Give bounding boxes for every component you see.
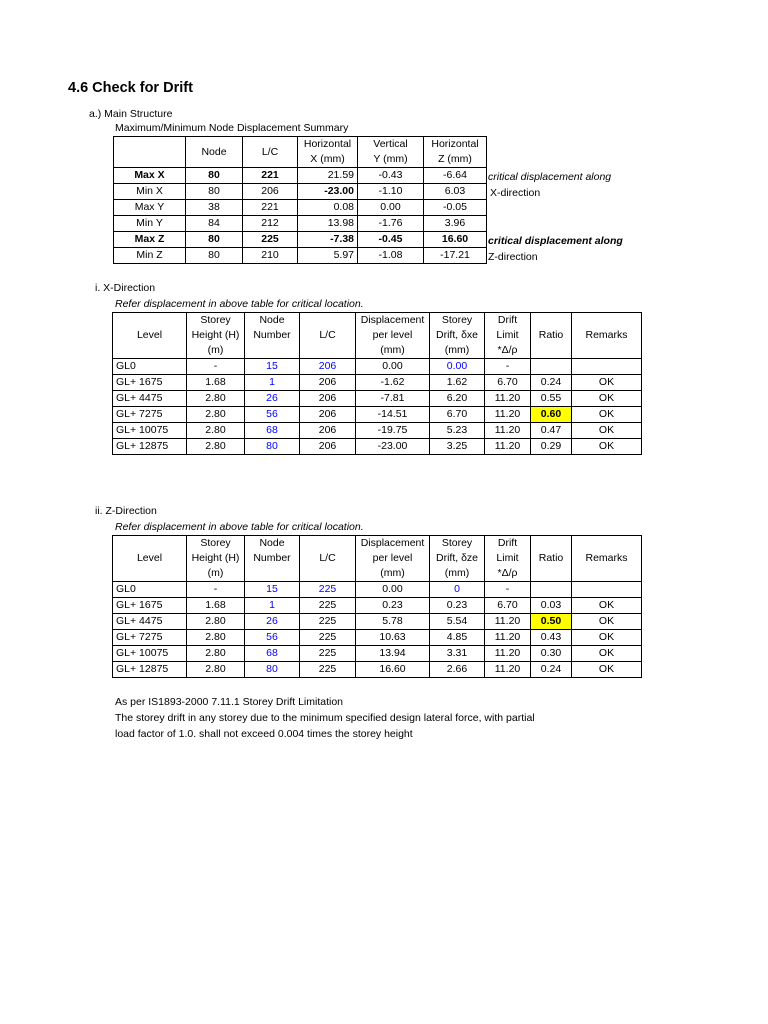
remarks-cell: OK	[572, 439, 642, 455]
disp-cell: -19.75	[356, 423, 430, 439]
x-direction-note: Refer displacement in above table for critical location.	[115, 298, 364, 310]
row-label: Min Y	[114, 216, 186, 232]
drift-cell: 2.66	[430, 662, 485, 678]
remarks-cell: OK	[572, 630, 642, 646]
remarks-cell: OK	[572, 598, 642, 614]
x-header-drift-limit-3: *Δ/ρ	[485, 343, 531, 359]
node-cell: 80	[186, 248, 243, 264]
z-header-storey-height-2: Height (H)	[187, 551, 245, 566]
table-row	[113, 630, 642, 646]
lc-cell: 210	[243, 248, 298, 264]
z-header-storey-drift: Storey	[430, 536, 485, 552]
disp-cell: -7.81	[356, 391, 430, 407]
limit-cell: 11.20	[485, 391, 531, 407]
z-cell: 16.60	[424, 232, 487, 248]
disp-cell: 0.23	[356, 598, 430, 614]
node-cell: 15	[245, 582, 300, 598]
limit-cell: -	[485, 359, 531, 375]
summary-header-z-unit: Z (mm)	[424, 152, 487, 168]
note-x-direction: X-direction	[490, 187, 541, 199]
z-header-level: Level	[113, 536, 187, 582]
lc-cell: 212	[243, 216, 298, 232]
remarks-cell	[572, 582, 642, 598]
table-row	[114, 248, 487, 264]
x-header-storey-height-3: (m)	[187, 343, 245, 359]
z-cell: -0.05	[424, 200, 487, 216]
drift-cell: 3.25	[430, 439, 485, 455]
drift-cell: 5.54	[430, 614, 485, 630]
height-cell: 2.80	[187, 662, 245, 678]
table-row	[114, 184, 487, 200]
limit-cell: 11.20	[485, 630, 531, 646]
row-label: Min Z	[114, 248, 186, 264]
limit-cell: 6.70	[485, 598, 531, 614]
lc-cell: 206	[300, 423, 356, 439]
remarks-cell	[572, 359, 642, 375]
limit-cell: 6.70	[485, 375, 531, 391]
y-cell: -0.45	[358, 232, 424, 248]
height-cell: 1.68	[187, 375, 245, 391]
summary-header-z-top: Horizontal	[424, 137, 487, 153]
y-cell: -1.10	[358, 184, 424, 200]
limit-cell: -	[485, 582, 531, 598]
table-row	[113, 662, 642, 678]
node-cell: 1	[245, 598, 300, 614]
z-header-lc: L/C	[300, 536, 356, 582]
lc-cell: 221	[243, 200, 298, 216]
z-header-ratio: Ratio	[531, 536, 572, 582]
x-header-storey-drift-3: (mm)	[430, 343, 485, 359]
height-cell: 2.80	[187, 630, 245, 646]
z-header-node-3	[245, 566, 300, 582]
z-header-displacement-3: (mm)	[356, 566, 430, 582]
summary-header-y-top: Vertical	[358, 137, 424, 153]
level-cell: GL+ 12875	[113, 439, 187, 455]
z-direction-note: Refer displacement in above table for critical location.	[115, 521, 364, 533]
table-row	[113, 359, 642, 375]
limit-cell: 11.20	[485, 614, 531, 630]
x-direction-table	[112, 312, 642, 455]
z-header-storey-drift-2: Drift, δze	[430, 551, 485, 566]
remarks-cell: OK	[572, 391, 642, 407]
page-title: 4.6 Check for Drift	[68, 80, 193, 96]
drift-cell: 0.00	[430, 359, 485, 375]
code-reference: As per IS1893-2000 7.11.1 Storey Drift Limitation	[115, 696, 344, 708]
limit-cell: 11.20	[485, 423, 531, 439]
x-cell: 5.97	[298, 248, 358, 264]
table-row	[113, 598, 642, 614]
z-header-node-2: Number	[245, 551, 300, 566]
y-cell: -0.43	[358, 168, 424, 184]
drift-cell: 6.70	[430, 407, 485, 423]
x-header-storey-drift-2: Drift, δxe	[430, 328, 485, 343]
row-label: Max Y	[114, 200, 186, 216]
disp-cell: -23.00	[356, 439, 430, 455]
ratio-cell: 0.55	[531, 391, 572, 407]
remarks-cell: OK	[572, 423, 642, 439]
level-cell: GL+ 4475	[113, 391, 187, 407]
z-header-drift-limit-3: *Δ/ρ	[485, 566, 531, 582]
note-critical-z: critical displacement along	[488, 235, 623, 247]
summary-corner-cell	[114, 137, 186, 168]
level-cell: GL+ 4475	[113, 614, 187, 630]
summary-header-x-unit: X (mm)	[298, 152, 358, 168]
drift-cell: 3.31	[430, 646, 485, 662]
table-row	[113, 439, 642, 455]
node-cell: 80	[245, 439, 300, 455]
height-cell: 2.80	[187, 391, 245, 407]
level-cell: GL0	[113, 582, 187, 598]
z-header-storey-height: Storey	[187, 536, 245, 552]
height-cell: -	[187, 582, 245, 598]
level-cell: GL0	[113, 359, 187, 375]
row-label: Max Z	[114, 232, 186, 248]
z-header-displacement: Displacement	[356, 536, 430, 552]
node-cell: 56	[245, 630, 300, 646]
z-header-drift-limit: Drift	[485, 536, 531, 552]
ratio-cell: 0.29	[531, 439, 572, 455]
remarks-cell: OK	[572, 646, 642, 662]
x-header-ratio: Ratio	[531, 313, 572, 359]
x-header-displacement-2: per level	[356, 328, 430, 343]
level-cell: GL+ 1675	[113, 598, 187, 614]
x-cell: 13.98	[298, 216, 358, 232]
x-header-displacement-3: (mm)	[356, 343, 430, 359]
table-row	[113, 375, 642, 391]
y-cell: 0.00	[358, 200, 424, 216]
node-cell: 26	[245, 391, 300, 407]
z-cell: 6.03	[424, 184, 487, 200]
height-cell: -	[187, 359, 245, 375]
remarks-cell: OK	[572, 614, 642, 630]
node-cell: 84	[186, 216, 243, 232]
height-cell: 2.80	[187, 423, 245, 439]
x-header-drift-limit: Drift	[485, 313, 531, 329]
summary-header-x-top: Horizontal	[298, 137, 358, 153]
table-row	[113, 646, 642, 662]
y-cell: -1.08	[358, 248, 424, 264]
remarks-cell: OK	[572, 662, 642, 678]
ratio-cell: 0.30	[531, 646, 572, 662]
table-row	[113, 582, 642, 598]
disp-cell: 13.94	[356, 646, 430, 662]
row-label: Max X	[114, 168, 186, 184]
table-row	[114, 232, 487, 248]
z-header-displacement-2: per level	[356, 551, 430, 566]
ratio-cell: 0.24	[531, 375, 572, 391]
x-cell: -23.00	[298, 184, 358, 200]
table-row	[113, 407, 642, 423]
disp-cell: 0.00	[356, 582, 430, 598]
z-header-node: Node	[245, 536, 300, 552]
x-cell: 21.59	[298, 168, 358, 184]
table-row	[113, 614, 642, 630]
height-cell: 2.80	[187, 407, 245, 423]
lc-cell: 206	[300, 407, 356, 423]
lc-cell: 225	[300, 646, 356, 662]
level-cell: GL+ 12875	[113, 662, 187, 678]
x-header-node-2: Number	[245, 328, 300, 343]
x-header-displacement: Displacement	[356, 313, 430, 329]
node-cell: 80	[186, 168, 243, 184]
remarks-cell: OK	[572, 375, 642, 391]
table-row	[114, 168, 487, 184]
lc-cell: 221	[243, 168, 298, 184]
z-cell: -6.64	[424, 168, 487, 184]
summary-header-node: Node	[186, 137, 243, 168]
remarks-cell: OK	[572, 407, 642, 423]
x-header-lc: L/C	[300, 313, 356, 359]
z-direction-heading: ii. Z-Direction	[95, 505, 157, 517]
disp-cell: 0.00	[356, 359, 430, 375]
ratio-cell	[531, 582, 572, 598]
lc-cell: 225	[300, 582, 356, 598]
x-header-storey-height: Storey	[187, 313, 245, 329]
level-cell: GL+ 1675	[113, 375, 187, 391]
height-cell: 1.68	[187, 598, 245, 614]
ratio-cell: 0.47	[531, 423, 572, 439]
disp-cell: -14.51	[356, 407, 430, 423]
level-cell: GL+ 7275	[113, 407, 187, 423]
node-cell: 68	[245, 423, 300, 439]
ratio-cell-highlighted: 0.50	[531, 614, 572, 630]
z-cell: -17.21	[424, 248, 487, 264]
node-cell: 56	[245, 407, 300, 423]
x-cell: 0.08	[298, 200, 358, 216]
displacement-summary-table	[113, 136, 487, 264]
node-cell: 15	[245, 359, 300, 375]
height-cell: 2.80	[187, 439, 245, 455]
summary-caption: Maximum/Minimum Node Displacement Summary	[115, 122, 349, 134]
height-cell: 2.80	[187, 614, 245, 630]
table-row	[114, 216, 487, 232]
drift-limit-text-line1: The storey drift in any storey due to the minimum specified design lateral force, with partial	[115, 712, 535, 724]
ratio-cell	[531, 359, 572, 375]
drift-cell: 0.23	[430, 598, 485, 614]
height-cell: 2.80	[187, 646, 245, 662]
ratio-cell: 0.24	[531, 662, 572, 678]
lc-cell: 206	[300, 359, 356, 375]
z-header-storey-drift-3: (mm)	[430, 566, 485, 582]
node-cell: 1	[245, 375, 300, 391]
limit-cell: 11.20	[485, 439, 531, 455]
drift-cell: 0	[430, 582, 485, 598]
limit-cell: 11.20	[485, 662, 531, 678]
ratio-cell-highlighted: 0.60	[531, 407, 572, 423]
lc-cell: 206	[243, 184, 298, 200]
table-row	[113, 391, 642, 407]
disp-cell: 16.60	[356, 662, 430, 678]
lc-cell: 225	[300, 614, 356, 630]
disp-cell: 10.63	[356, 630, 430, 646]
limit-cell: 11.20	[485, 407, 531, 423]
ratio-cell: 0.03	[531, 598, 572, 614]
drift-cell: 4.85	[430, 630, 485, 646]
lc-cell: 225	[243, 232, 298, 248]
level-cell: GL+ 7275	[113, 630, 187, 646]
x-cell: -7.38	[298, 232, 358, 248]
z-header-drift-limit-2: Limit	[485, 551, 531, 566]
x-header-remarks: Remarks	[572, 313, 642, 359]
node-cell: 68	[245, 646, 300, 662]
x-header-node: Node	[245, 313, 300, 329]
drift-cell: 6.20	[430, 391, 485, 407]
limit-cell: 11.20	[485, 646, 531, 662]
summary-header-lc: L/C	[243, 137, 298, 168]
lc-cell: 225	[300, 662, 356, 678]
x-header-node-3	[245, 343, 300, 359]
drift-limit-text-line2: load factor of 1.0. shall not exceed 0.004 times the storey height	[115, 728, 413, 740]
table-row	[114, 200, 487, 216]
node-cell: 80	[186, 232, 243, 248]
lc-cell: 225	[300, 598, 356, 614]
disp-cell: 5.78	[356, 614, 430, 630]
level-cell: GL+ 10075	[113, 646, 187, 662]
lc-cell: 206	[300, 439, 356, 455]
z-header-storey-height-3: (m)	[187, 566, 245, 582]
node-cell: 80	[245, 662, 300, 678]
drift-cell: 5.23	[430, 423, 485, 439]
x-direction-heading: i. X-Direction	[95, 282, 156, 294]
main-structure-heading: a.) Main Structure	[89, 108, 173, 120]
ratio-cell: 0.43	[531, 630, 572, 646]
node-cell: 80	[186, 184, 243, 200]
z-direction-table	[112, 535, 642, 678]
note-z-direction: Z-direction	[488, 251, 538, 263]
node-cell: 38	[186, 200, 243, 216]
note-critical-x: critical displacement along	[488, 171, 612, 183]
x-header-level: Level	[113, 313, 187, 359]
node-cell: 26	[245, 614, 300, 630]
lc-cell: 206	[300, 375, 356, 391]
y-cell: -1.76	[358, 216, 424, 232]
x-header-storey-drift: Storey	[430, 313, 485, 329]
row-label: Min X	[114, 184, 186, 200]
table-row	[113, 423, 642, 439]
z-header-remarks: Remarks	[572, 536, 642, 582]
level-cell: GL+ 10075	[113, 423, 187, 439]
x-header-storey-height-2: Height (H)	[187, 328, 245, 343]
summary-header-y-unit: Y (mm)	[358, 152, 424, 168]
lc-cell: 206	[300, 391, 356, 407]
drift-cell: 1.62	[430, 375, 485, 391]
disp-cell: -1.62	[356, 375, 430, 391]
x-header-drift-limit-2: Limit	[485, 328, 531, 343]
z-cell: 3.96	[424, 216, 487, 232]
lc-cell: 225	[300, 630, 356, 646]
